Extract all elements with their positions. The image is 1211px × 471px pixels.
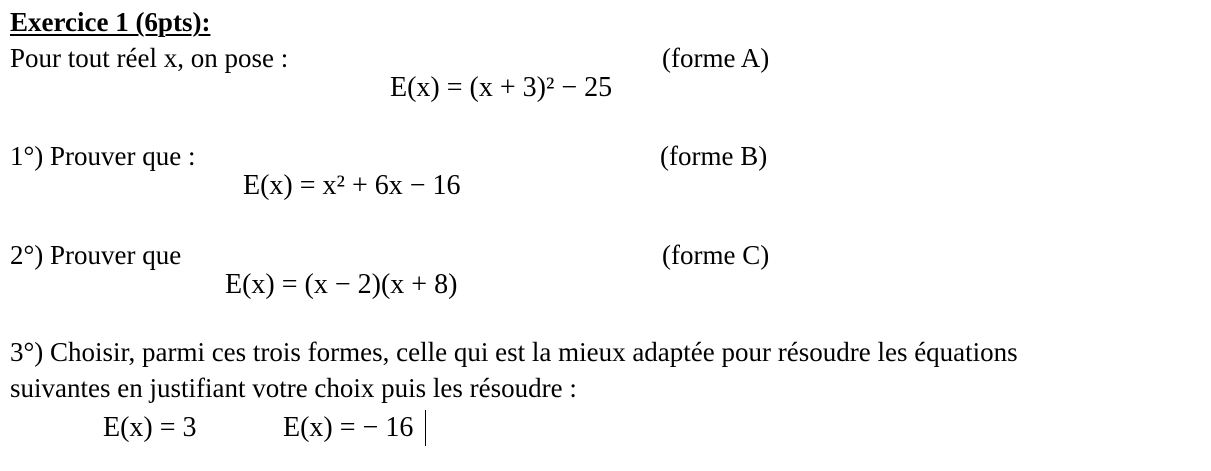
question-1-prompt: 1°) Prouver que :: [10, 141, 196, 171]
formula-a: E(x) = (x + 3)² − 25: [390, 72, 613, 103]
text-cursor: [425, 410, 426, 446]
formula-c: E(x) = (x − 2)(x + 8): [225, 269, 458, 300]
question-3-line-1: 3°) Choisir, parmi ces trois formes, celle qui est la mieux adaptée pour résoudre les équations: [10, 337, 1018, 367]
equation-2: E(x) = − 16: [283, 412, 414, 443]
forme-c-label: (forme C): [662, 240, 770, 270]
question-3-line-2: suivantes en justifiant votre choix puis les résoudre :: [10, 373, 577, 403]
question-2-prompt: 2°) Prouver que: [10, 240, 182, 270]
forme-b-label: (forme B): [660, 141, 768, 171]
forme-a-label: (forme A): [662, 43, 770, 73]
intro-text: Pour tout réel x, on pose :: [10, 43, 289, 73]
equation-1: E(x) = 3: [103, 412, 197, 443]
exercise-title: Exercice 1 (6pts):: [10, 7, 211, 37]
formula-b: E(x) = x² + 6x − 16: [243, 170, 461, 201]
